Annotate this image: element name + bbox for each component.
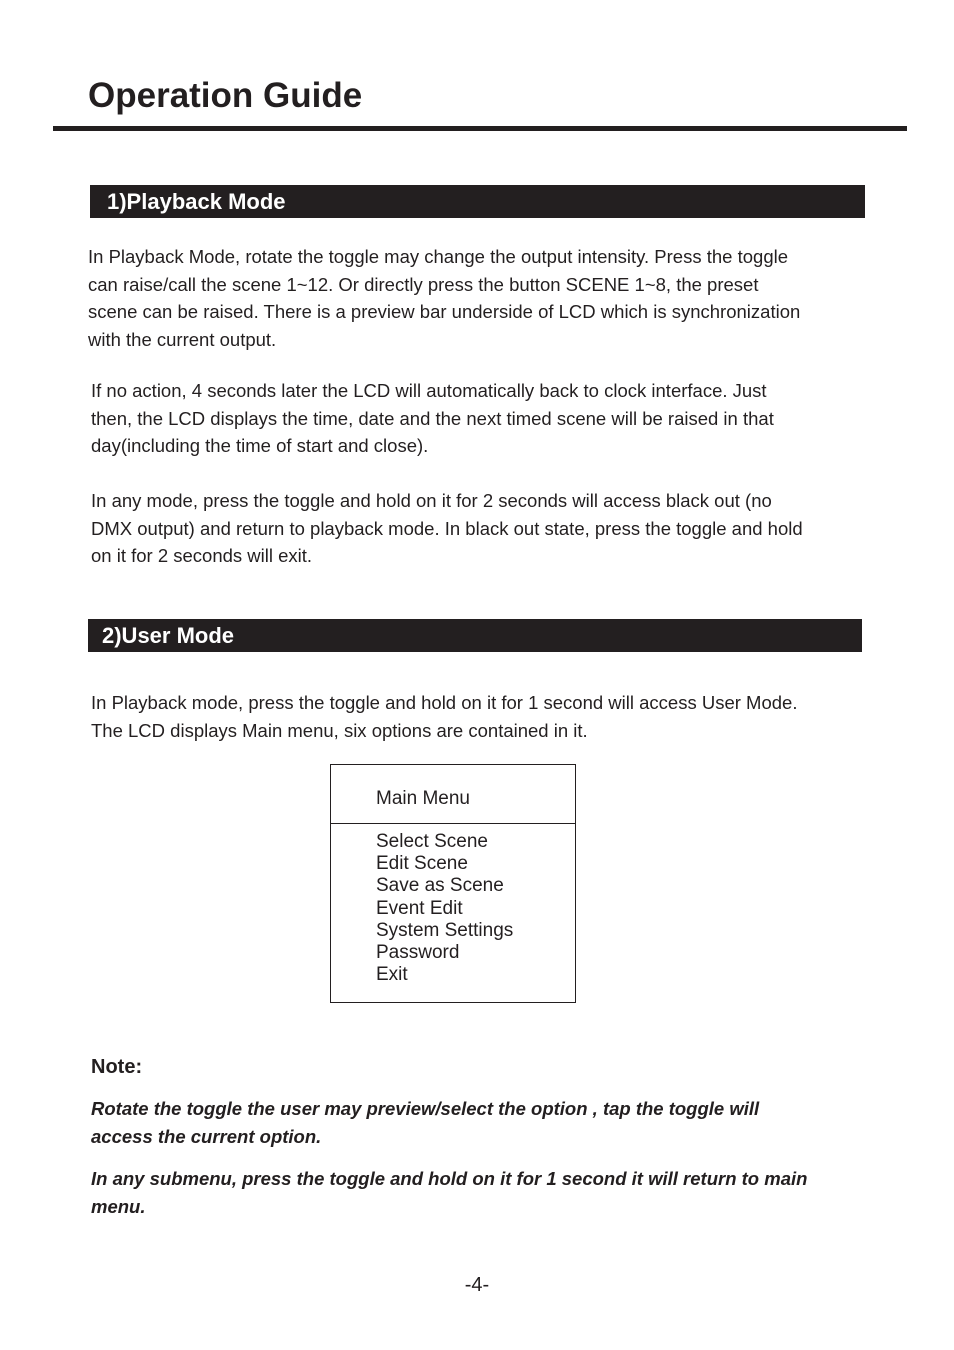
menu-item-system-settings: System Settings	[376, 919, 514, 941]
text-line: Rotate the toggle the user may preview/select the option , tap the toggle will	[91, 1098, 760, 1119]
text-line: access the current option.	[91, 1125, 322, 1147]
text-line: In any mode, press the toggle and hold on it for 2 seconds will access black out (no	[91, 490, 772, 511]
main-menu-list	[376, 831, 513, 986]
page-title: Operation Guide	[88, 76, 363, 115]
text-line: with the current output.	[88, 328, 277, 350]
section-heading-user-mode: 2)User Mode	[88, 619, 862, 652]
menu-item-select-scene: Select Scene	[376, 831, 488, 852]
main-menu-diagram	[330, 764, 576, 1003]
menu-item-edit-scene: Edit Scene	[376, 853, 468, 875]
text-line: then, the LCD displays the time, date and the next timed scene will be raised in that	[91, 407, 774, 429]
menu-item-event-edit: Event Edit	[376, 897, 463, 919]
playback-paragraph-2	[91, 377, 891, 460]
text-line: on it for 2 seconds will exit.	[91, 545, 313, 566]
page-number: -4-	[464, 1274, 490, 1296]
playback-paragraph-1	[88, 243, 888, 353]
text-line: menu.	[91, 1195, 146, 1217]
menu-item-save-as-scene: Save as Scene	[376, 875, 504, 897]
menu-item-exit: Exit	[376, 964, 408, 986]
note-item-1	[91, 1095, 901, 1150]
text-line: scene can be raised. There is a preview bar underside of LCD which is synchronization	[88, 301, 801, 322]
text-line: If no action, 4 seconds later the LCD will automatically back to clock interface. Just	[91, 380, 767, 401]
user-mode-paragraph	[91, 689, 891, 744]
section-heading-playback-mode: 1)Playback Mode	[90, 185, 865, 218]
text-line: DMX output) and return to playback mode. In black out state, press the toggle and hold	[91, 517, 803, 539]
note-item-2	[91, 1165, 901, 1220]
text-line: In Playback mode, press the toggle and hold on it for 1 second will access User Mode.	[91, 692, 798, 713]
note-heading: Note:	[91, 1056, 143, 1078]
text-line: The LCD displays Main menu, six options are contained in it.	[91, 719, 588, 741]
menu-item-password: Password	[376, 942, 460, 964]
title-divider	[53, 126, 907, 131]
main-menu-title: Main Menu	[376, 788, 470, 809]
text-line: day(including the time of start and close).	[91, 435, 429, 456]
text-line: can raise/call the scene 1~12. Or directly press the button SCENE 1~8, the preset	[88, 273, 759, 295]
main-menu-header	[331, 765, 575, 824]
text-line: In Playback Mode, rotate the toggle may change the output intensity. Press the toggle	[88, 246, 789, 267]
playback-paragraph-3	[91, 487, 891, 570]
text-line: In any submenu, press the toggle and hold on it for 1 second it will return to main	[91, 1168, 808, 1189]
